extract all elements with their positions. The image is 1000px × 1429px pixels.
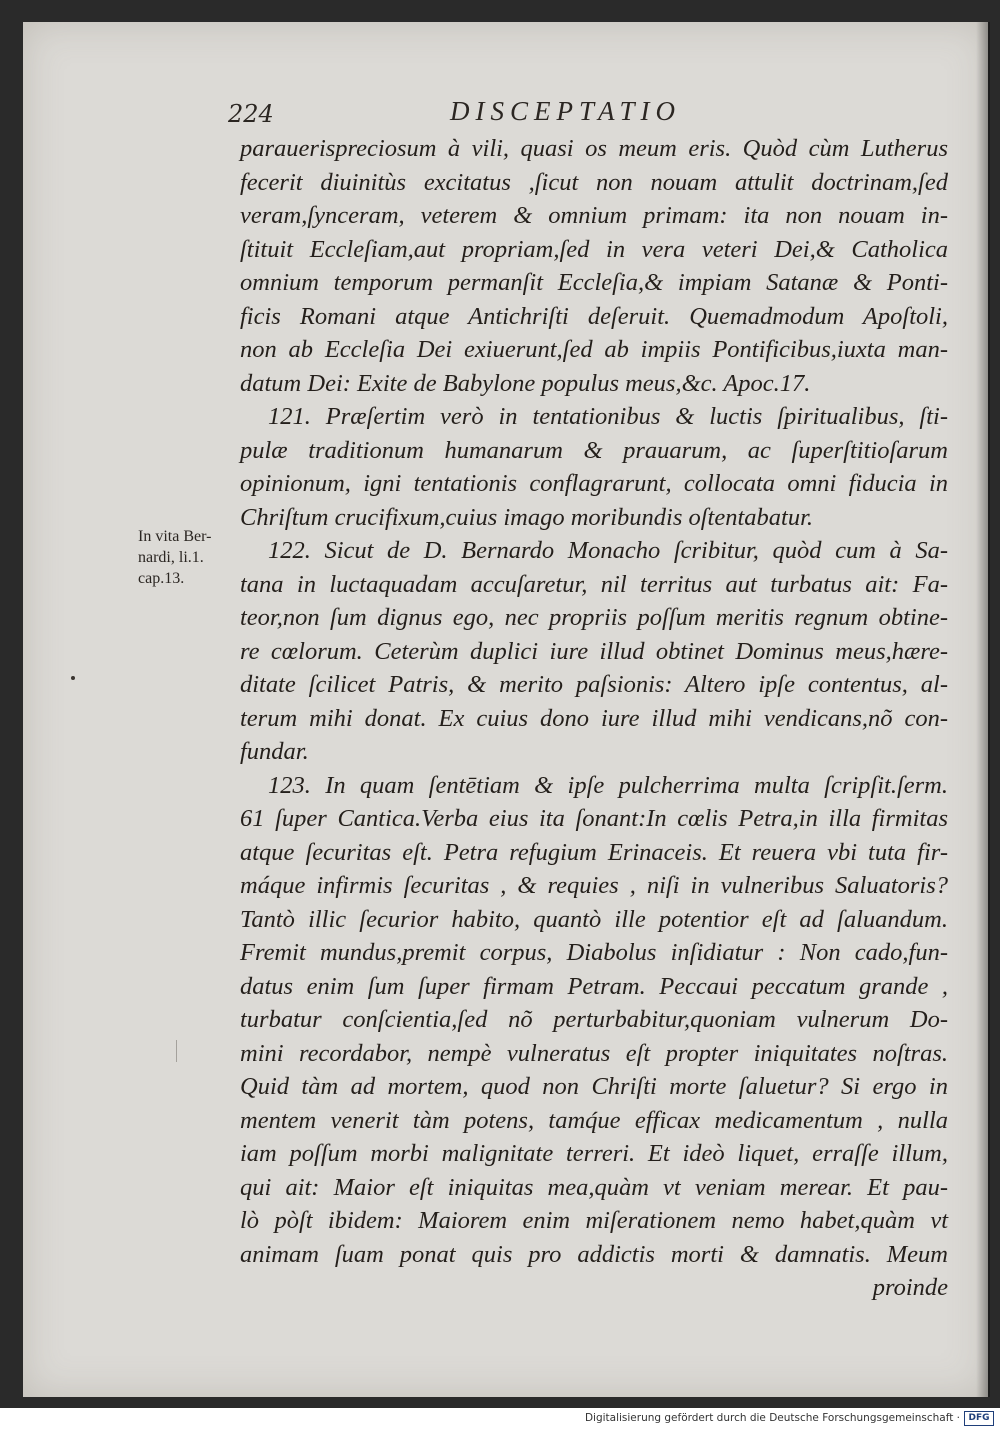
- text-line: pulæ traditionum humanarum & prauarum, ac ſuperſtitioſarum: [240, 436, 948, 464]
- margin-note-line: cap.13.: [138, 570, 185, 587]
- text-line: ditate ſcilicet Patris, & merito paſsionis: Altero ipſe contentus, al-: [240, 671, 948, 698]
- page-edge-shadow: [976, 22, 990, 1397]
- funding-credit: Digitalisierung gefördert durch die Deutsche Forschungsgemeinschaft ·: [584, 1412, 960, 1424]
- text-line: lò pòſt ibidem: Maiorem enim miſerationem nemo habet,quàm vt: [240, 1207, 948, 1234]
- dfg-logo: DFG: [964, 1411, 994, 1426]
- text-line: Tantò illic ſecurior habito, quantò ille potentior eſt ad ſaluandum.: [240, 905, 948, 933]
- text-line: iam poſſum morbi malignitate terreri. Et ideò liquet, erraſſe illum,: [240, 1140, 948, 1167]
- text-line: non ab Eccleſia Dei exiuerunt,ſed ab impiis Pontificibus,iuxta man-: [240, 336, 948, 363]
- text-line: parauerispreciosum à vili, quasi os meum eris. Quòd cùm Lutherus: [240, 135, 948, 162]
- text-line: datum Dei: Exite de Babylone populus meus,&c. Apoc.17.: [240, 369, 811, 397]
- text-line: omnium temporum permanſit Eccleſia,& impiam Satanæ & Ponti-: [240, 269, 948, 296]
- page-number: 224: [228, 100, 274, 128]
- text-line: qui ait: Maior eſt iniquitas mea,quàm vt veniam merear. Et pau-: [240, 1173, 948, 1201]
- text-line: mentem venerit tàm potens, tamq́ue efficax medicamentum , nulla: [240, 1106, 948, 1134]
- marginal-note: [138, 526, 238, 589]
- text-line: fecerit diuinitùs excitatus ,ſicut non nouam attulit doctrinam,ſed: [240, 168, 948, 196]
- running-title: DISCEPTATIO: [450, 96, 681, 126]
- margin-note-line: In vita Ber-: [138, 528, 212, 545]
- text-line: tana in luctaquadam accuſaretur, nil territus aut turbatus ait: Fa-: [240, 570, 948, 598]
- text-line: mini recordabor, nempè vulneratus eſt propter iniquitates noſtras.: [240, 1039, 948, 1067]
- text-line: atque ſecuritas eſt. Petra refugium Erinaceis. Et reuera vbi tuta fir-: [240, 838, 948, 866]
- text-line: fundar.: [240, 738, 309, 765]
- text-line: ficis Romani atque Antichriſti deſeruit. Quemadmodum Apoſtoli,: [240, 302, 948, 330]
- ink-speck: [71, 676, 75, 680]
- text-line: veram,ſynceram, veterem & omnium primam: ita non nouam in-: [240, 202, 948, 229]
- paragraph-121-start: 121. Præſertim verò in tentationibus & luctis ſpiritualibus, ſti-: [268, 403, 948, 430]
- margin-note-line: nardi, li.1.: [138, 549, 204, 566]
- text-line: Quid tàm ad mortem, quod non Chriſti morte ſaluetur? Si ergo in: [240, 1073, 948, 1100]
- footer-bar: [0, 1408, 1000, 1429]
- text-line: 61 ſuper Cantica.Verba eius ita ſonant:In cœlis Petra,in illa firmitas: [240, 805, 948, 832]
- text-line: datus enim ſum ſuper firmam Petram. Peccaui peccatum grande ,: [240, 972, 948, 1000]
- text-line: ſtituit Eccleſiam,aut propriam,ſed in vera veteri Dei,& Catholica: [240, 235, 948, 263]
- paragraph-123-start: 123. In quam ſentētiam & ipſe pulcherrima multa ſcripſit.ſerm.: [268, 771, 948, 799]
- text-line: opinionum, igni tentationis conflagrarunt, collocata omni fiducia in: [240, 470, 948, 497]
- paragraph-122-start: 122. Sicut de D. Bernardo Monacho ſcribitur, quòd cum à Sa-: [268, 537, 948, 564]
- text-line: turbatur conſcientia,ſed nõ perturbabitur,quoniam vulnerum Do-: [240, 1006, 948, 1033]
- text-line: Chriſtum crucifixum,cuius imago moribundis oſtentabatur.: [240, 503, 814, 531]
- text-line: teor,non ſum dignus ego, nec propriis poſſum meritis regnum obtine-: [240, 604, 948, 631]
- text-line: terum mihi donat. Ex cuius dono iure illud mihi vendicans,nõ con-: [240, 704, 948, 732]
- page-header: [228, 96, 948, 136]
- body-text: [240, 132, 948, 1305]
- text-line: re cœlorum. Ceterùm duplici iure illud obtinet Dominus meus,hære-: [240, 637, 948, 665]
- catchword: proinde: [872, 1274, 948, 1301]
- paper-mark: [176, 1040, 177, 1062]
- text-line: Fremit mundus,premit corpus, Diabolus inſidiatur : Non cado,fun-: [240, 939, 948, 966]
- text-line: máque infirmis ſecuritas , & requies , niſi in vulneribus Saluatoris?: [240, 872, 948, 899]
- text-line: animam ſuam ponat quis pro addictis morti & damnatis. Meum: [240, 1240, 948, 1268]
